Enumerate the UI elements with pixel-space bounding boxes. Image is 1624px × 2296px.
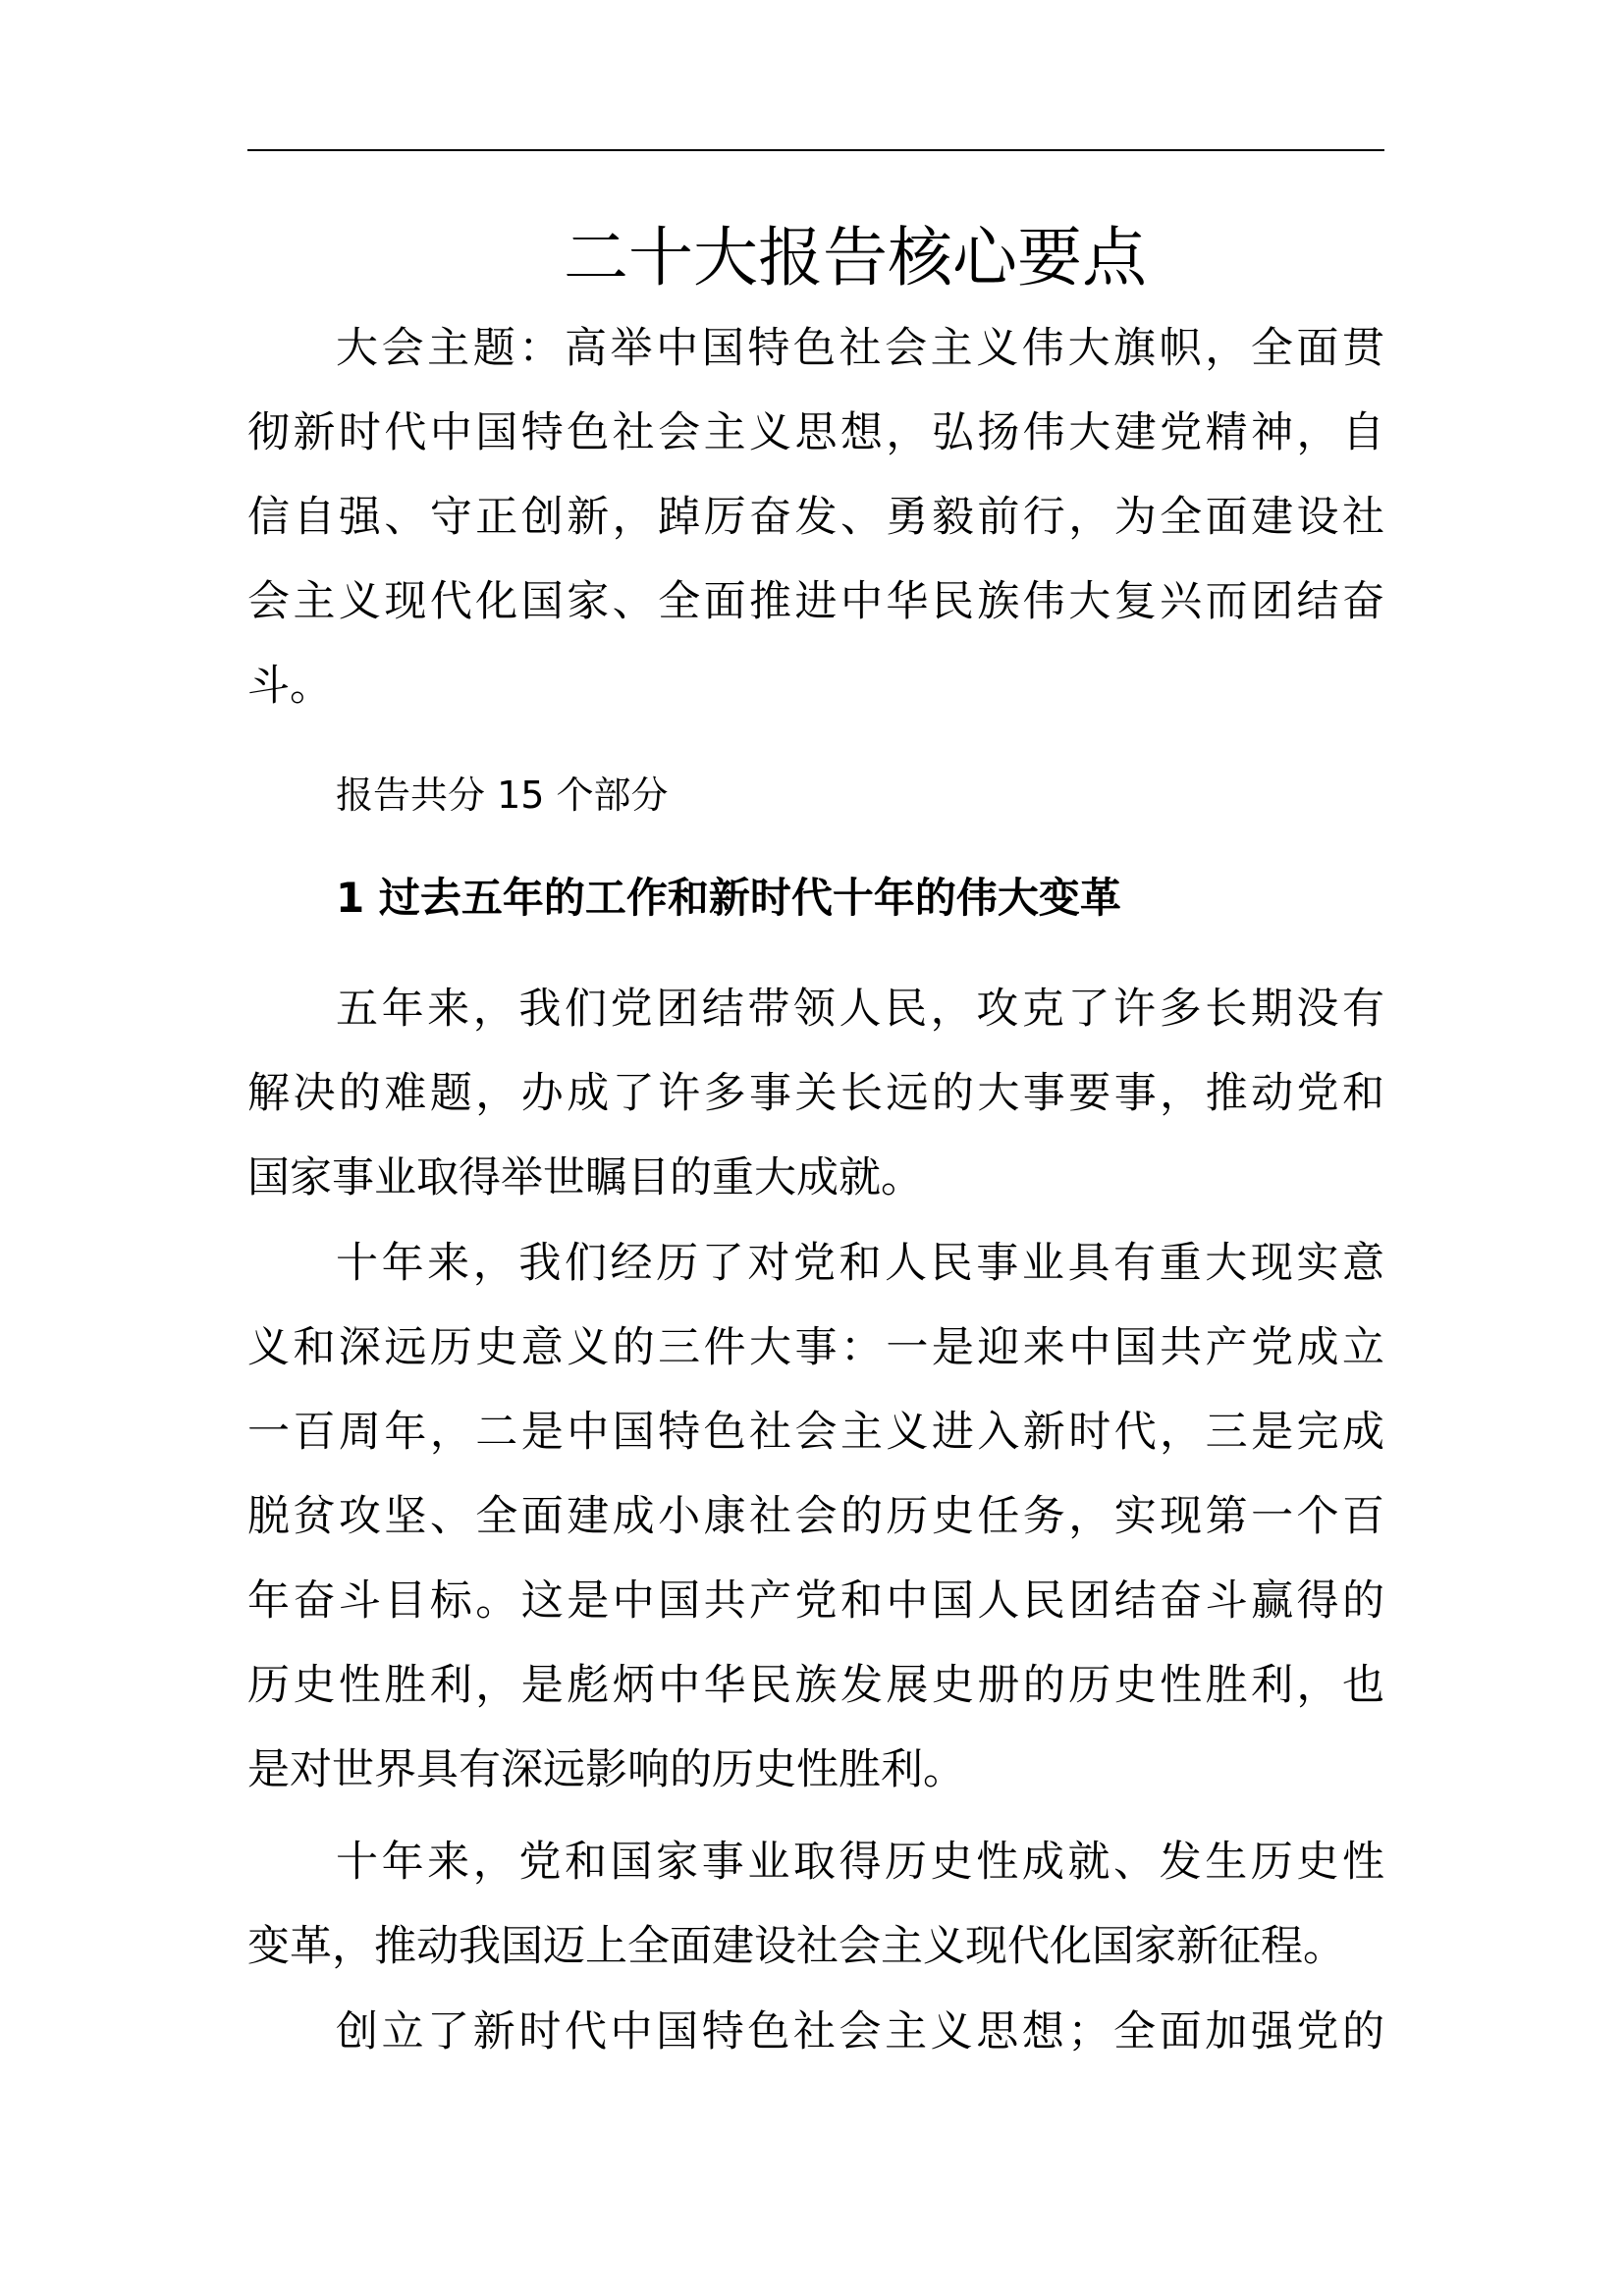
theme-line: 斗。	[247, 662, 332, 711]
parts-count: 报告共分 15 个部分	[336, 774, 669, 817]
paragraph-line: 十年来，党和国家事业取得历史性成就、发生历史性	[336, 1838, 1384, 1887]
paragraph-line: 五年来，我们党团结带领人民，攻克了许多长期没有	[336, 985, 1384, 1034]
theme-line: 大会主题：高举中国特色社会主义伟大旗帜，全面贯	[336, 324, 1384, 373]
paragraph-line: 历史性胜利，是彪炳中华民族发展史册的历史性胜利，也	[247, 1661, 1384, 1710]
page-title: 二十大报告核心要点	[564, 220, 1147, 295]
paragraph-line: 一百周年，二是中国特色社会主义进入新时代，三是完成	[247, 1408, 1384, 1457]
paragraph-line: 变革，推动我国迈上全面建设社会主义现代化国家新征程。	[247, 1922, 1345, 1971]
section-heading: 1 过去五年的工作和新时代十年的伟大变革	[336, 874, 1121, 922]
paragraph-line: 解决的难题，办成了许多事关长远的大事要事，推动党和	[247, 1069, 1384, 1118]
theme-line: 彻新时代中国特色社会主义思想，弘扬伟大建党精神，自	[247, 408, 1384, 457]
paragraph-line: 十年来，我们经历了对党和人民事业具有重大现实意	[336, 1239, 1384, 1288]
paragraph-line: 是对世界具有深远影响的历史性胜利。	[247, 1745, 965, 1794]
theme-line: 信自强、守正创新，踔厉奋发、勇毅前行，为全面建设社	[247, 493, 1384, 542]
paragraph-line: 年奋斗目标。这是中国共产党和中国人民团结奋斗赢得的	[247, 1576, 1384, 1626]
paragraph-line: 国家事业取得举世瞩目的重大成就。	[247, 1153, 923, 1202]
paragraph-line: 创立了新时代中国特色社会主义思想；全面加强党的	[336, 2007, 1384, 2056]
theme-line: 会主义现代化国家、全面推进中华民族伟大复兴而团结奋	[247, 577, 1384, 626]
header-rule	[247, 149, 1384, 151]
paragraph-line: 义和深远历史意义的三件大事：一是迎来中国共产党成立	[247, 1323, 1384, 1372]
paragraph-line: 脱贫攻坚、全面建成小康社会的历史任务，实现第一个百	[247, 1492, 1384, 1541]
